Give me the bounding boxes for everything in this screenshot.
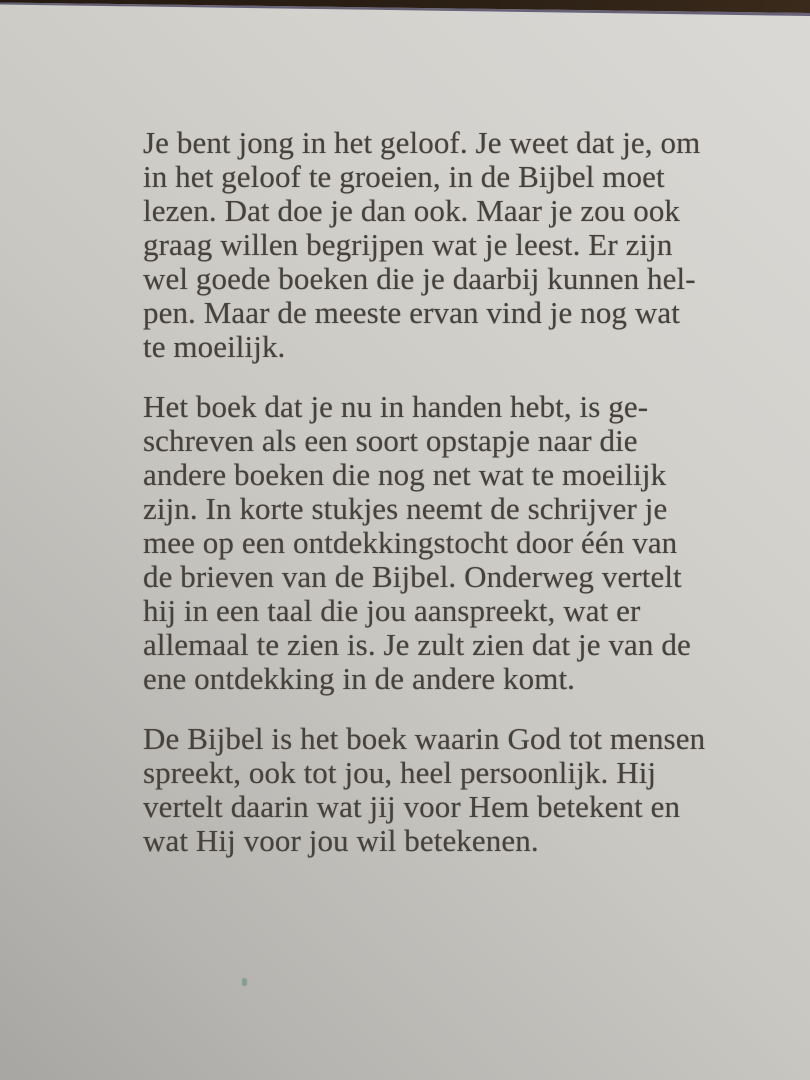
text-line: de brieven van de Bijbel. Onderweg vertelt <box>143 559 682 594</box>
text-line: schreven als een soort opstapje naar die <box>143 423 638 458</box>
paragraph-1 <box>143 126 763 364</box>
text-line: wat Hij voor jou wil betekenen. <box>143 823 539 858</box>
wood-surface <box>0 0 810 13</box>
text-line: zijn. In korte stukjes neemt de schrijver je <box>143 491 668 526</box>
text-line: hij in een taal die jou aanspreekt, wat er <box>143 593 641 628</box>
table-edge-strip <box>0 0 810 22</box>
text-line: Je bent jong in het geloof. Je weet dat je, om <box>143 125 701 160</box>
text-line: allemaal te zien is. Je zult zien dat je van de <box>143 627 691 662</box>
text-line: pen. Maar de meeste ervan vind je nog wat <box>143 295 680 330</box>
text-line: spreekt, ook tot jou, heel persoonlijk. Hij <box>143 755 657 790</box>
text-line: te moeilijk. <box>143 329 286 364</box>
text-line: graag willen begrijpen wat je leest. Er zijn <box>143 227 673 262</box>
text-line: ene ontdekking in de andere komt. <box>143 661 576 696</box>
paragraph-2 <box>143 390 763 696</box>
ink-speck <box>242 978 247 986</box>
body-text <box>143 126 763 858</box>
paragraph-3 <box>143 722 763 858</box>
text-line: De Bijbel is het boek waarin God tot mensen <box>143 721 706 756</box>
text-line: in het geloof te groeien, in de Bijbel moet <box>143 159 665 194</box>
text-line: lezen. Dat doe je dan ook. Maar je zou ook <box>143 193 681 228</box>
text-line: Het boek dat je nu in handen hebt, is ge- <box>143 389 649 424</box>
text-line: mee op een ontdekkingstocht door één van <box>143 525 678 560</box>
text-line: andere boeken die nog net wat te moeilijk <box>143 457 667 492</box>
text-line: wel goede boeken die je daarbij kunnen hel- <box>143 261 696 296</box>
text-line: vertelt daarin wat jij voor Hem betekent en <box>143 789 681 824</box>
